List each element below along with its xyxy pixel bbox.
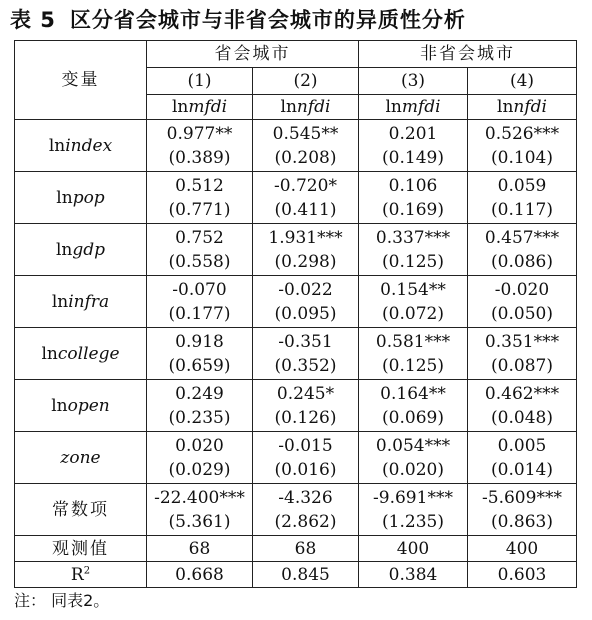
table-number: 表 5 <box>10 8 56 32</box>
coefficient-cell <box>253 224 359 276</box>
coefficient: 0.351*** <box>484 331 560 352</box>
coefficient-cell <box>253 484 359 536</box>
coefficient-cell <box>253 380 359 432</box>
variable-italic: pop <box>72 187 105 208</box>
coefficient: 0.977** <box>166 123 233 144</box>
r-squared-symbol: R <box>70 564 84 585</box>
coefficient: -9.691*** <box>373 487 453 508</box>
standard-error: (0.086) <box>491 251 553 272</box>
observations-value: 68 <box>147 536 253 562</box>
coefficient: -0.015 <box>278 435 333 456</box>
table-row <box>15 432 577 484</box>
variable-prefix: ln <box>51 395 68 416</box>
variable-italic: infra <box>68 291 110 312</box>
coefficient-cell <box>253 120 359 172</box>
coefficient-cell <box>468 224 577 276</box>
coefficient-cell <box>359 224 468 276</box>
table-row <box>15 276 577 328</box>
r-squared-superscript: 2 <box>83 564 91 576</box>
variable-name <box>15 328 147 380</box>
coefficient: 0.752 <box>175 227 224 248</box>
coefficient: -0.351 <box>278 331 333 352</box>
coefficient: -0.020 <box>494 279 550 300</box>
observations-value: 68 <box>253 536 359 562</box>
variable-name <box>15 172 147 224</box>
coefficient: 0.106 <box>388 175 438 196</box>
standard-error: (0.177) <box>168 303 231 324</box>
coefficient: 0.164** <box>380 383 446 404</box>
standard-error: (0.298) <box>274 251 337 272</box>
coefficient-cell <box>147 380 253 432</box>
coefficient-cell <box>468 484 577 536</box>
column-number: (2) <box>253 68 359 95</box>
table-row <box>15 120 577 172</box>
coefficient-cell <box>253 276 359 328</box>
standard-error: (0.014) <box>491 459 553 480</box>
coefficient: -4.326 <box>278 487 333 508</box>
coefficient: 0.245* <box>276 383 335 404</box>
group-non-capital-cities: 非省会城市 <box>359 41 577 68</box>
variable-header: 变量 <box>15 41 147 120</box>
standard-error: (0.558) <box>168 251 231 272</box>
table-caption: 区分省会城市与非省会城市的异质性分析 <box>69 8 466 32</box>
standard-error: (0.169) <box>382 199 444 220</box>
standard-error: (0.095) <box>274 303 337 324</box>
coefficient-cell <box>147 276 253 328</box>
r-squared-value: 0.845 <box>253 562 359 588</box>
coefficient-cell <box>468 172 577 224</box>
standard-error: (0.126) <box>274 407 337 428</box>
standard-error: (0.029) <box>168 459 231 480</box>
coefficient: -0.720* <box>274 175 337 196</box>
coefficient-cell <box>468 328 577 380</box>
standard-error: (0.104) <box>491 147 553 168</box>
observations-row <box>15 536 577 562</box>
observations-value: 400 <box>359 536 468 562</box>
standard-error: (0.117) <box>491 199 553 220</box>
coefficient-cell <box>359 328 468 380</box>
coefficient: 0.020 <box>175 435 224 456</box>
coefficient-cell <box>147 328 253 380</box>
coefficient-cell <box>147 224 253 276</box>
r-squared-label <box>15 562 147 588</box>
coefficient: 0.457*** <box>484 227 560 248</box>
coefficient: -0.022 <box>278 279 333 300</box>
dependent-variable: lnnfdi <box>468 95 577 120</box>
variable-prefix: ln <box>51 291 69 312</box>
standard-error: (0.771) <box>168 199 231 220</box>
variable-italic: open <box>67 395 110 416</box>
coefficient: 0.526*** <box>484 123 560 144</box>
regression-table <box>14 40 577 588</box>
standard-error: (0.149) <box>382 147 444 168</box>
column-number: (3) <box>359 68 468 95</box>
standard-error: (0.235) <box>168 407 231 428</box>
variable-name <box>15 224 147 276</box>
column-number: (4) <box>468 68 577 95</box>
standard-error: (0.411) <box>274 199 337 220</box>
variable-prefix: 常数项 <box>52 499 109 520</box>
coefficient: 0.337*** <box>375 227 451 248</box>
coefficient-cell <box>147 432 253 484</box>
coefficient: 0.581*** <box>375 331 451 352</box>
coefficient-cell <box>147 484 253 536</box>
variable-prefix: ln <box>56 187 73 208</box>
table-footnote: 注： 同表2。 <box>14 591 110 610</box>
coefficient: 0.918 <box>175 331 224 352</box>
dependent-variable: lnnfdi <box>253 95 359 120</box>
variable-name <box>15 484 147 536</box>
standard-error: (0.208) <box>274 147 337 168</box>
coefficient-cell <box>359 432 468 484</box>
coefficient-cell <box>468 276 577 328</box>
coefficient-cell <box>359 120 468 172</box>
coefficient-cell <box>359 380 468 432</box>
variable-prefix: ln <box>48 135 66 156</box>
variable-italic: zone <box>60 447 101 468</box>
coefficient: 0.545** <box>272 123 339 144</box>
group-capital-cities: 省会城市 <box>147 41 359 68</box>
standard-error: (0.087) <box>491 355 553 376</box>
standard-error: (2.862) <box>274 511 337 532</box>
coefficient-cell <box>359 172 468 224</box>
observations-label: 观测值 <box>15 536 147 562</box>
coefficient: -22.400*** <box>154 487 245 508</box>
table-title <box>10 4 466 36</box>
standard-error: (0.072) <box>382 303 444 324</box>
standard-error: (0.863) <box>491 511 553 532</box>
variable-name <box>15 120 147 172</box>
variable-italic: index <box>65 135 113 156</box>
standard-error: (0.125) <box>382 251 444 272</box>
table-row <box>15 380 577 432</box>
standard-error: (0.389) <box>168 147 231 168</box>
standard-error: (0.659) <box>168 355 231 376</box>
variable-prefix: ln <box>41 343 58 364</box>
standard-error: (0.352) <box>274 355 337 376</box>
standard-error: (0.020) <box>382 459 444 480</box>
coefficient-cell <box>147 172 253 224</box>
coefficient: 0.059 <box>497 175 547 196</box>
coefficient-cell <box>359 276 468 328</box>
coefficient: -0.070 <box>172 279 227 300</box>
coefficient: 0.201 <box>388 123 438 144</box>
coefficient: 0.005 <box>497 435 547 456</box>
coefficient: 0.462*** <box>484 383 560 404</box>
standard-error: (0.125) <box>382 355 444 376</box>
standard-error: (0.069) <box>382 407 444 428</box>
coefficient-cell <box>468 120 577 172</box>
coefficient-cell <box>253 172 359 224</box>
standard-error: (0.048) <box>491 407 553 428</box>
r-squared-value: 0.668 <box>147 562 253 588</box>
coefficient-cell <box>468 432 577 484</box>
r-squared-value: 0.384 <box>359 562 468 588</box>
standard-error: (5.361) <box>168 511 231 532</box>
r-squared-row <box>15 562 577 588</box>
table-row <box>15 172 577 224</box>
table-row <box>15 224 577 276</box>
group-header-row <box>15 41 577 68</box>
coefficient: 0.249 <box>175 383 224 404</box>
coefficient-cell <box>468 380 577 432</box>
dependent-variable: lnmfdi <box>147 95 253 120</box>
variable-name <box>15 432 147 484</box>
coefficient: 1.931*** <box>268 227 343 248</box>
variable-name <box>15 276 147 328</box>
variable-prefix: ln <box>55 239 73 260</box>
variable-name <box>15 380 147 432</box>
coefficient-cell <box>253 432 359 484</box>
table-row <box>15 328 577 380</box>
r-squared-value: 0.603 <box>468 562 577 588</box>
coefficient: 0.054*** <box>375 435 451 456</box>
variable-italic: college <box>57 343 120 364</box>
standard-error: (1.235) <box>382 511 444 532</box>
variable-italic: gdp <box>72 239 106 260</box>
coefficient-cell <box>253 328 359 380</box>
standard-error: (0.050) <box>491 303 553 324</box>
coefficient: 0.154** <box>380 279 446 300</box>
column-number: (1) <box>147 68 253 95</box>
coefficient: -5.609*** <box>482 487 562 508</box>
coefficient-cell <box>359 484 468 536</box>
coefficient-cell <box>147 120 253 172</box>
standard-error: (0.016) <box>274 459 337 480</box>
dependent-variable: lnmfdi <box>359 95 468 120</box>
coefficient: 0.512 <box>175 175 224 196</box>
observations-value: 400 <box>468 536 577 562</box>
table-row <box>15 484 577 536</box>
